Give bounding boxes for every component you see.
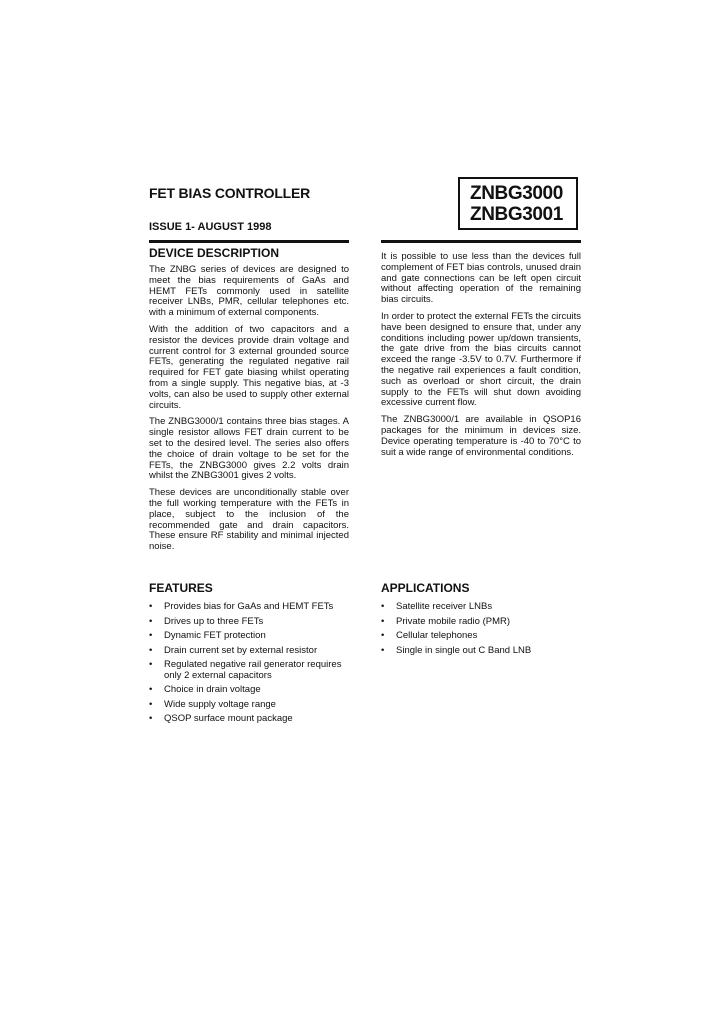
list-item xyxy=(149,700,359,711)
list-item xyxy=(381,617,591,628)
device-description-heading: DEVICE DESCRIPTION xyxy=(149,246,280,260)
list-item xyxy=(149,660,359,681)
list-item xyxy=(149,602,359,613)
bullet-icon: • xyxy=(149,713,153,724)
description-left-column xyxy=(149,265,349,559)
description-paragraph: The ZNBG3000/1 contains three bias stages. A single resistor allows FET drain current to be set to the desired level. The series also offers the choice of drain voltage to be set for the FETs, the ZNBG3000 gives 2.2 volts drain whilst the ZNBG3001 gives 2 volts. xyxy=(149,416,349,482)
features-list xyxy=(149,602,359,729)
list-item xyxy=(149,631,359,642)
list-item xyxy=(149,685,359,696)
bullet-icon: • xyxy=(381,615,385,627)
list-item xyxy=(381,646,591,657)
issue-date: ISSUE 1- AUGUST 1998 xyxy=(149,221,272,233)
bullet-icon: • xyxy=(149,601,153,612)
feature-text: Drain current set by external resistor xyxy=(164,644,318,656)
description-paragraph: These devices are unconditionally stable over the full working temperature with the FETs in place, subject to the inclusion of the recommended gate and drain capacitors. These ensure RF stability and minimal injected noise. xyxy=(149,487,349,553)
description-paragraph: It is possible to use less than the devices full complement of FET bias controls, unused drain and gate connections can be left open circuit without affecting operation of the remaining bias circuits. xyxy=(381,251,581,306)
description-paragraph: With the addition of two capacitors and a resistor the devices provide drain voltage and current control for 3 external grounded source FETs, generating the regulated negative rail required for FET gate biasing whilst operating from a single supply. This negative bias, at -3 volts, can also be used to supply other external circuits. xyxy=(149,323,349,411)
bullet-icon: • xyxy=(149,630,153,641)
feature-text: Choice in drain voltage xyxy=(164,684,261,695)
applications-list xyxy=(381,602,591,660)
application-text: Single in single out C Band LNB xyxy=(396,644,532,656)
features-heading: FEATURES xyxy=(149,581,213,595)
application-text: Satellite receiver LNBs xyxy=(396,601,493,612)
part-number-box xyxy=(458,177,578,230)
bullet-icon: • xyxy=(149,644,153,656)
list-item xyxy=(149,646,359,657)
list-item xyxy=(149,617,359,628)
doc-title: FET BIAS CONTROLLER xyxy=(149,185,311,201)
feature-text: QSOP surface mount package xyxy=(164,713,293,724)
feature-text: Provides bias for GaAs and HEMT FETs xyxy=(164,601,334,612)
bullet-icon: • xyxy=(149,698,153,710)
list-item xyxy=(149,714,359,725)
part-number-3000: ZNBG3000 xyxy=(470,183,563,204)
application-text: Private mobile radio (PMR) xyxy=(396,615,511,627)
description-paragraph: The ZNBG3000/1 are available in QSOP16 packages for the minimum in devices size. Device operating temperature is -40 to 70°C to suit a wide range of environmental conditions. xyxy=(381,414,581,458)
divider-right xyxy=(381,240,581,243)
feature-text: Drives up to three FETs xyxy=(164,615,264,627)
applications-heading: APPLICATIONS xyxy=(381,581,470,595)
application-text: Cellular telephones xyxy=(396,630,478,641)
feature-text: Regulated negative rail generator requires only 2 external capacitors xyxy=(164,659,342,681)
bullet-icon: • xyxy=(149,659,153,670)
description-paragraph: The ZNBG series of devices are designed to meet the bias requirements of GaAs and HEMT FETs commonly used in satellite receiver LNBs, PMR, cellular telephones etc. with a minimum of external components. xyxy=(149,264,349,319)
bullet-icon: • xyxy=(381,630,385,641)
description-right-column xyxy=(381,252,581,464)
feature-text: Dynamic FET protection xyxy=(164,630,266,641)
bullet-icon: • xyxy=(149,684,153,695)
list-item xyxy=(381,602,591,613)
part-number-3001: ZNBG3001 xyxy=(470,204,563,225)
list-item xyxy=(381,631,591,642)
divider-left xyxy=(149,240,349,243)
bullet-icon: • xyxy=(381,601,385,612)
bullet-icon: • xyxy=(149,615,153,627)
description-paragraph: In order to protect the external FETs the circuits have been designed to ensure that, under any conditions including power up/down transients, the gate drive from the bias circuits cannot exceed the range -3.5V to 0.7V. Furthermore if the negative rail experiences a fault condition, such as overload or short circuit, the drain supply to the FETs will shut down avoiding excessive current flow. xyxy=(381,310,581,409)
feature-text: Wide supply voltage range xyxy=(164,698,276,710)
bullet-icon: • xyxy=(381,644,385,656)
